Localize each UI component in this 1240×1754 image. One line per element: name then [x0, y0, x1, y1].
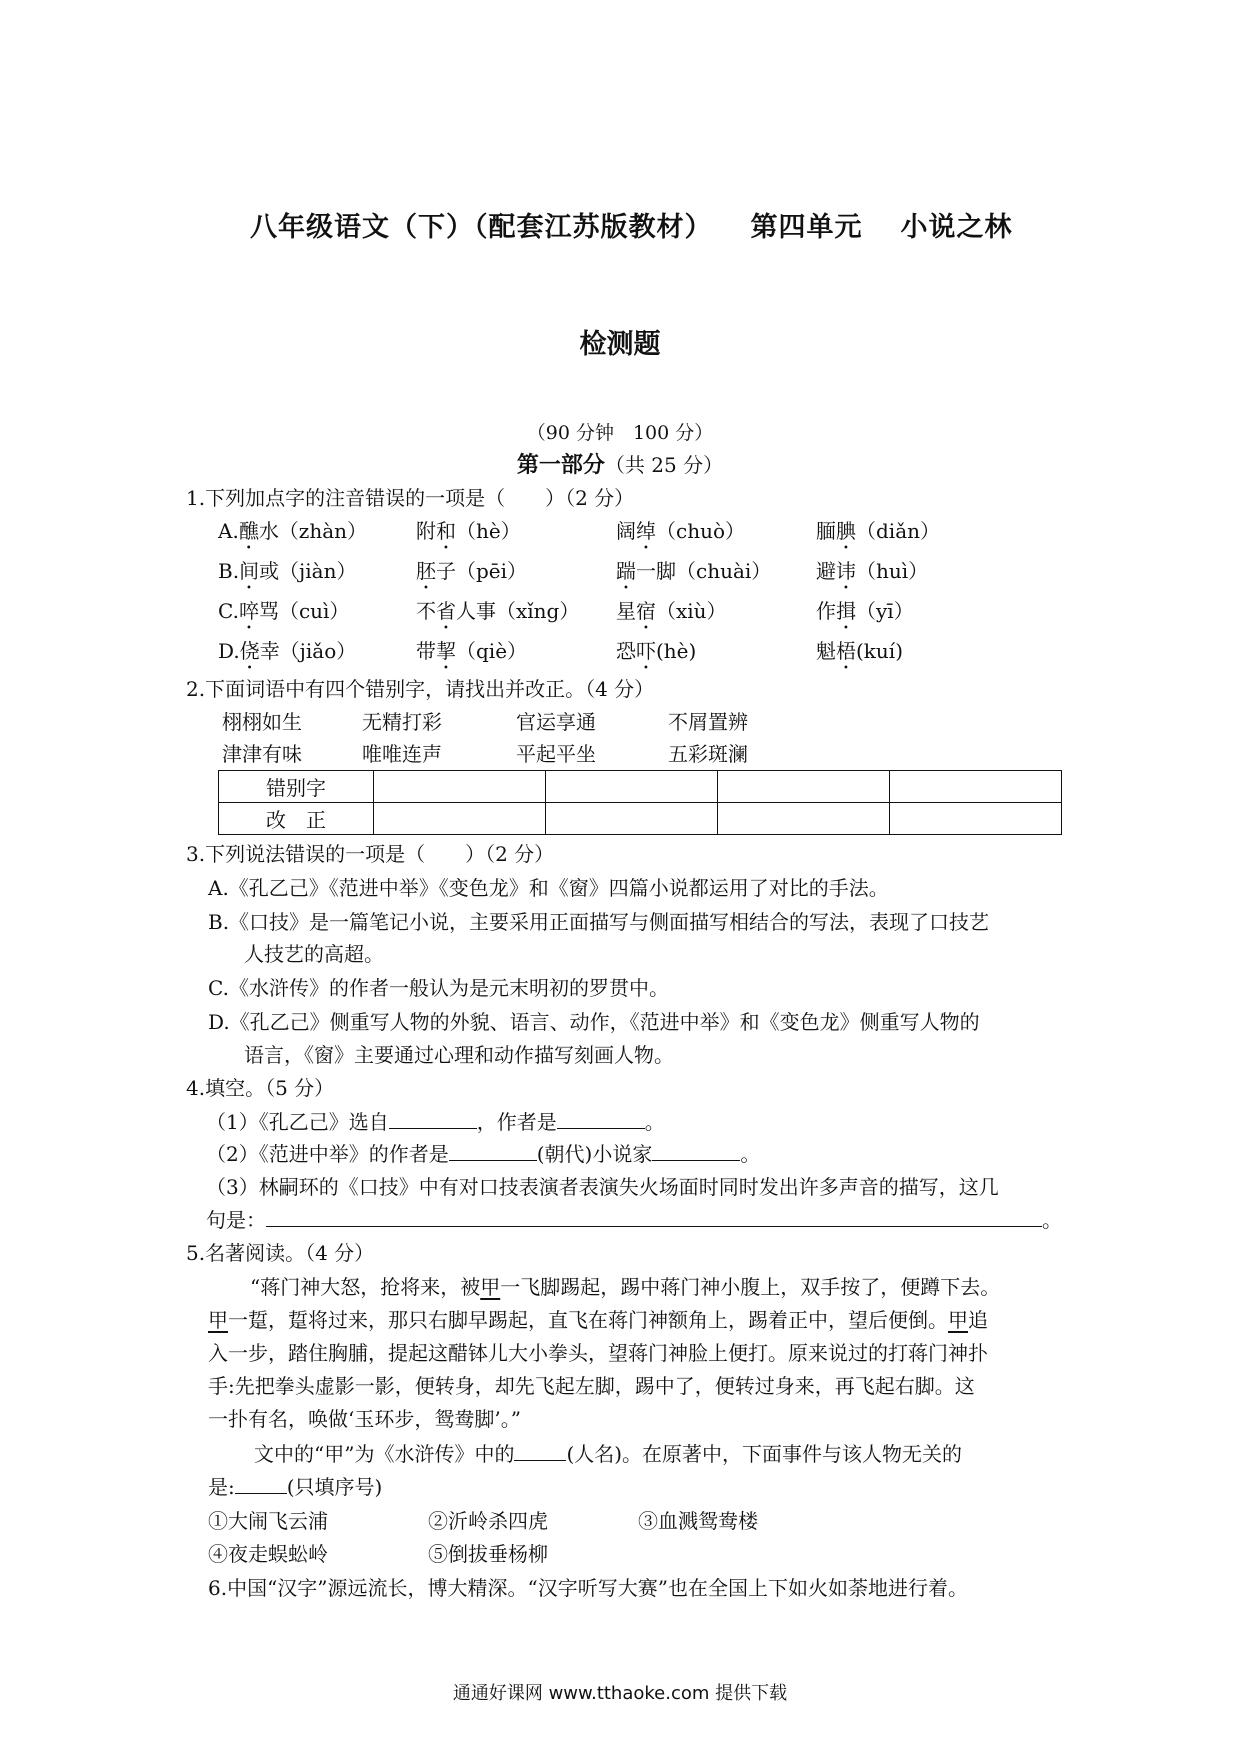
q2-word: 栩栩如生 [222, 710, 302, 734]
q2-stem: 2.下面词语中有四个错别字，请找出并改正。（4 分） [186, 677, 655, 701]
q1-a3: 阔绰（chuò） [616, 519, 746, 543]
table-row-label: 错别字 [219, 771, 374, 803]
q5-option: ②沂岭杀四虎 [428, 1509, 548, 1533]
q5-option: ①大闹飞云浦 [208, 1509, 328, 1533]
q1-c4: 作揖（yī） [816, 599, 914, 623]
part-heading: 第一部分（共 25 分） [516, 452, 724, 478]
q3-option-b: B.《口技》是一篇笔记小说，主要采用正面描写与侧面描写相结合的写法，表现了口技艺 [208, 910, 990, 934]
q1-c1: C.啐骂（cuì） [218, 599, 350, 623]
q1-a1: A.醮水（zhàn） [218, 519, 368, 543]
fill-blank[interactable] [557, 1108, 645, 1129]
page-title: 八年级语文（下）（配套江苏版教材） 第四单元 小说之林 [250, 212, 1013, 243]
q3-option-b-cont: 人技艺的高超。 [244, 942, 384, 966]
q4-line4: 句是： 。 [206, 1208, 1062, 1232]
q5-passage-line: “蒋门神大怒，抢将来，被甲一飞脚踢起，踢中蒋门神小腹上，双手按了，便蹲下去。 [250, 1275, 1001, 1299]
answer-cell[interactable] [890, 803, 1062, 835]
q5-stem: 5.名著阅读。（4 分） [186, 1241, 375, 1265]
q1-a2: 附和（hè） [416, 519, 521, 543]
q4-line1: （1）《孔乙己》选自 ，作者是 。 [206, 1110, 665, 1134]
q5-passage-line: 手:先把拳头虚影一影，便转身，却先飞起左脚，踢中了，便转过身来，再飞起右脚。这 [208, 1374, 975, 1398]
answer-cell[interactable] [546, 803, 718, 835]
q1-c2: 不省人事（xǐng） [416, 599, 580, 623]
q4-line2: （2）《范进中举》的作者是 (朝代)小说家 。 [206, 1142, 761, 1166]
q2-word: 官运享通 [516, 710, 596, 734]
q1-c3: 星宿（xiù） [616, 599, 727, 623]
q5-option: ④夜走蜈蚣岭 [208, 1542, 328, 1566]
fill-blank[interactable] [235, 1473, 287, 1494]
q1-d4: 魁梧(kuí) [816, 639, 904, 663]
fill-blank[interactable] [449, 1140, 537, 1161]
correction-table [218, 770, 1062, 835]
answer-cell[interactable] [718, 803, 890, 835]
table-row-label: 改 正 [219, 803, 374, 835]
q2-word: 无精打彩 [362, 710, 442, 734]
fill-blank[interactable] [266, 1206, 1042, 1227]
q5-question: 文中的“甲”为《水浒传》中的 (人名)。在原著中，下面事件与该人物无关的 [254, 1442, 963, 1466]
q1-b1: B.间或（jiàn） [218, 559, 357, 583]
q3-option-d: D.《孔乙己》侧重写人物的外貌、语言、动作，《范进中举》和《变色龙》侧重写人物的 [208, 1010, 980, 1034]
q5-passage-line: 入一步，踏住胸脯，提起这醋钵儿大小拳头，望蒋门神脸上便打。原来说过的打蒋门神扑 [208, 1341, 988, 1365]
q5-passage-line: 一扑有名，唤做‘玉环步，鸳鸯脚’。” [208, 1407, 521, 1431]
q4-stem: 4.填空。（5 分） [186, 1076, 335, 1100]
q2-word: 五彩斑澜 [668, 742, 748, 766]
answer-cell[interactable] [890, 771, 1062, 803]
answer-cell[interactable] [546, 771, 718, 803]
table-row [219, 771, 1062, 803]
fill-blank[interactable] [389, 1108, 477, 1129]
q3-stem: 3.下列说法错误的一项是（ ）（2 分） [186, 842, 555, 866]
q1-b4: 避讳（huì） [816, 559, 929, 583]
q6-stem: 6.中国“汉字”源远流长，博大精深。“汉字听写大赛”也在全国上下如火如荼地进行着。 [208, 1576, 968, 1600]
time-info: （90 分钟 100 分） [526, 422, 714, 444]
table-row [219, 803, 1062, 835]
q3-option-c: C.《水浒传》的作者一般认为是元末明初的罗贯中。 [208, 976, 669, 1000]
q5-option: ⑤倒拔垂杨柳 [428, 1542, 548, 1566]
page-footer: 通通好课网 www.tthaoke.com 提供下载 [452, 1683, 788, 1704]
q1-b2: 胚子（pēi） [416, 559, 528, 583]
q4-line3: （3）林嗣环的《口技》中有对口技表演者表演失火场面时同时发出许多声音的描写，这几 [206, 1175, 999, 1199]
q1-d3: 恐吓(hè) [616, 639, 697, 663]
q2-word: 津津有味 [222, 742, 302, 766]
q1-stem: 1.下列加点字的注音错误的一项是（ ）（2 分） [186, 486, 635, 510]
q2-word: 唯唯连声 [362, 742, 442, 766]
q5-question-cont: 是: (只填序号) [208, 1475, 383, 1499]
answer-cell[interactable] [374, 771, 546, 803]
q2-word: 平起平坐 [516, 742, 596, 766]
answer-cell[interactable] [374, 803, 546, 835]
fill-blank[interactable] [514, 1440, 566, 1461]
q2-word: 不屑置辨 [668, 710, 748, 734]
q1-d2: 带挈（qiè） [416, 639, 528, 663]
q5-passage-line: 甲一踅，踅将过来，那只右脚早踢起，直飞在蒋门神额角上，踢着正中，望后便倒。甲追 [208, 1308, 988, 1332]
q3-option-d-cont: 语言，《窗》主要通过心理和动作描写刻画人物。 [244, 1043, 674, 1067]
fill-blank[interactable] [652, 1140, 740, 1161]
q3-option-a: A.《孔乙己》《范进中举》《变色龙》和《窗》四篇小说都运用了对比的手法。 [208, 876, 889, 900]
q1-d1: D.侥幸（jiǎo） [218, 639, 357, 663]
page-subtitle: 检测题 [579, 329, 661, 360]
answer-cell[interactable] [718, 771, 890, 803]
q1-a4: 腼腆（diǎn） [816, 519, 941, 543]
q5-option: ③血溅鸳鸯楼 [638, 1509, 758, 1533]
q1-b3: 踹一脚（chuài） [616, 559, 772, 583]
